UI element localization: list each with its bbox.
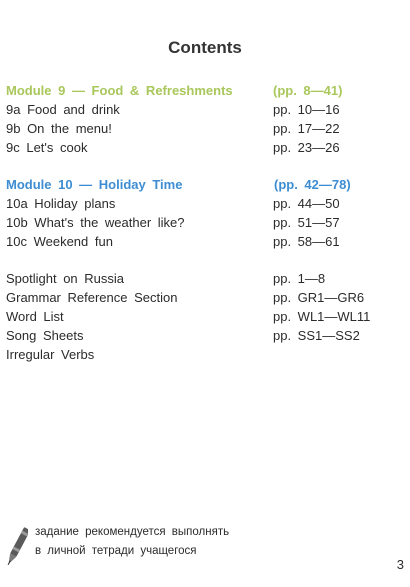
toc-entry-label: 10b What's the weather like? [6,215,185,230]
toc-entry-label: 10a Holiday plans [6,196,116,211]
toc-entry-pages: pp. 1—8 [273,271,326,286]
toc-entry-pages: pp. 58—61 [273,234,340,249]
toc-entry [6,214,406,232]
module-9-pages: (pp. 8—41) [273,83,343,98]
toc-entry [6,139,406,157]
toc-entry-label: 9c Let's cook [6,140,88,155]
toc-entry-label: Spotlight on Russia [6,271,125,286]
toc-entry-label: Song Sheets [6,328,84,343]
page-title: Contents [168,38,242,57]
module-9-heading: Module 9 — Food & Refreshments [6,83,233,98]
toc-entry [6,346,406,364]
toc-entry-label: Grammar Reference Section [6,290,178,305]
page-number: 3 [396,557,404,572]
footnote [0,518,410,578]
toc-entry [6,233,406,251]
footnote-line-1: задание рекомендуется выполнять [35,526,230,538]
toc-entry [6,101,406,119]
module-10-heading: Module 10 — Holiday Time [6,177,183,192]
toc-entry [6,195,406,213]
toc-entry-pages: pp. 17—22 [273,121,340,136]
toc-entry-pages: pp. SS1—SS2 [273,328,360,343]
toc-entry [6,308,406,326]
toc-entry-pages: pp. GR1—GR6 [273,290,365,305]
footnote-line-2: в личной тетради учащегося [35,545,197,557]
toc-entry-label: 9a Food and drink [6,102,120,117]
module-9-heading-row [6,82,406,100]
toc-entry-label: Irregular Verbs [6,347,95,362]
toc-entry-label: 9b On the menu! [6,121,112,136]
toc-entry-pages: pp. 44—50 [273,196,340,211]
toc-entry-pages: pp. 10—16 [273,102,340,117]
toc-entry [6,270,406,288]
toc-entry-label: 10c Weekend fun [6,234,113,249]
module-10-pages: (pp. 42—78) [274,177,351,192]
module-10-heading-row [6,176,406,194]
toc-entry-label: Word List [6,309,64,324]
toc-entry [6,327,406,345]
toc-entry [6,120,406,138]
toc-entry-pages: pp. WL1—WL11 [273,309,371,324]
toc-entry-pages: pp. 23—26 [273,140,340,155]
pen-icon [6,524,28,570]
toc-entry-pages: pp. 51—57 [273,215,340,230]
toc-entry [6,289,406,307]
